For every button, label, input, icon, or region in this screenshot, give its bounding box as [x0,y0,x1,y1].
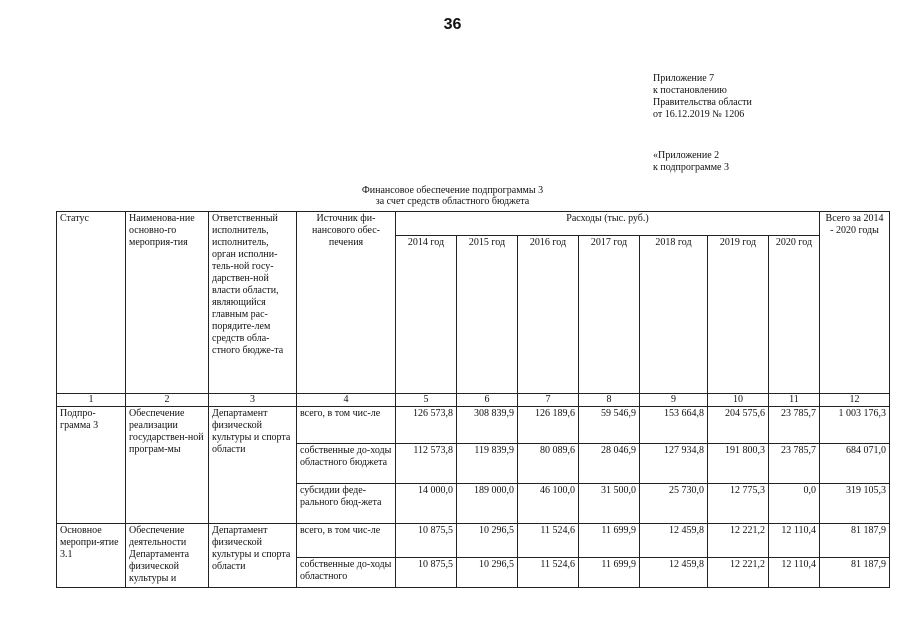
row-value: 12 110,4 [769,558,820,588]
row-value: 11 524,6 [518,558,579,588]
row-value: 12 221,2 [708,524,769,558]
row-total: 1 003 176,3 [820,407,890,444]
row-value: 10 296,5 [457,524,518,558]
header-year: 2015 год [457,236,518,394]
row-value: 23 785,7 [769,444,820,484]
appendix-line: от 16.12.2019 № 1206 [653,109,745,120]
header-year: 2020 год [769,236,820,394]
row-value: 189 000,0 [457,484,518,524]
row-value: 12 459,8 [640,558,708,588]
column-number: 11 [769,394,820,407]
row-value: 59 546,9 [579,407,640,444]
header-responsible: Ответственный исполнитель, исполнитель, орган исполни-тель-ной госу-дарствен-ной власти области, являющийся главным рас-порядите-лем средств обла-стного бюдже-та [209,212,297,394]
row-source: всего, в том чис-ле [297,407,396,444]
row-total: 684 071,0 [820,444,890,484]
row-value: 10 875,5 [396,558,457,588]
row-source: всего, в том чис-ле [297,524,396,558]
row-name: Обеспечение реализации государствен-ной програм-мы [126,407,209,524]
row-value: 80 089,6 [518,444,579,484]
row-value: 308 839,9 [457,407,518,444]
column-number: 7 [518,394,579,407]
page-number: 36 [443,16,462,33]
column-number: 12 [820,394,890,407]
header-year: 2018 год [640,236,708,394]
row-value: 119 839,9 [457,444,518,484]
sub-appendix-line: «Приложение 2 [653,150,720,161]
header-name: Наименова-ние основно-го мероприя-тия [126,212,209,394]
header-expenses: Расходы (тыс. руб.) [396,212,820,236]
table-title [0,185,905,207]
row-responsible: Департамент физической культуры и спорта области [209,524,297,588]
title-line: за счет средств областного бюджета [375,196,530,207]
row-value: 191 800,3 [708,444,769,484]
column-number: 5 [396,394,457,407]
header-source: Источник фи-нансового обес-печения [297,212,396,394]
row-value: 0,0 [769,484,820,524]
sub-appendix-line: к подпрограмме 3 [653,162,729,173]
row-name: Обеспечение деятельности Департамента физической культуры и [126,524,209,588]
row-value: 12 110,4 [769,524,820,558]
appendix-line: Приложение 7 [653,73,715,84]
column-number: 6 [457,394,518,407]
row-value: 112 573,8 [396,444,457,484]
row-responsible: Департамент физической культуры и спорта области [209,407,297,524]
header-year: 2016 год [518,236,579,394]
table-row [57,407,890,444]
row-value: 126 189,6 [518,407,579,444]
column-number: 9 [640,394,708,407]
row-value: 46 100,0 [518,484,579,524]
column-number: 8 [579,394,640,407]
column-number: 3 [209,394,297,407]
table-row [57,524,890,558]
appendix-line: к постановлению [653,85,727,96]
row-value: 11 699,9 [579,558,640,588]
column-number: 10 [708,394,769,407]
row-value: 12 775,3 [708,484,769,524]
row-status: Основное меропри-ятие 3.1 [57,524,126,588]
row-value: 204 575,6 [708,407,769,444]
header-year: 2014 год [396,236,457,394]
header-status: Статус [57,212,126,394]
header-year: 2017 год [579,236,640,394]
row-source: субсидии феде-рального бюд-жета [297,484,396,524]
row-source: собственные до-ходы областного [297,558,396,588]
row-value: 10 875,5 [396,524,457,558]
appendix-block [653,73,752,121]
sub-appendix-block [653,150,729,174]
header-year: 2019 год [708,236,769,394]
row-value: 14 000,0 [396,484,457,524]
column-number: 2 [126,394,209,407]
title-line: Финансовое обеспечение подпрограммы 3 [361,185,544,196]
row-value: 127 934,8 [640,444,708,484]
row-total: 81 187,9 [820,524,890,558]
row-value: 10 296,5 [457,558,518,588]
row-value: 11 524,6 [518,524,579,558]
row-value: 23 785,7 [769,407,820,444]
row-source: собственные до-ходы областного бюджета [297,444,396,484]
row-value: 12 459,8 [640,524,708,558]
row-value: 25 730,0 [640,484,708,524]
row-total: 81 187,9 [820,558,890,588]
row-total: 319 105,3 [820,484,890,524]
finance-table [56,211,890,588]
row-value: 31 500,0 [579,484,640,524]
row-value: 153 664,8 [640,407,708,444]
header-total: Всего за 2014 - 2020 годы [820,212,890,394]
row-value: 28 046,9 [579,444,640,484]
row-value: 11 699,9 [579,524,640,558]
row-value: 12 221,2 [708,558,769,588]
column-number: 4 [297,394,396,407]
row-value: 126 573,8 [396,407,457,444]
column-number: 1 [57,394,126,407]
appendix-line: Правительства области [653,97,752,108]
row-status: Подпро-грамма 3 [57,407,126,524]
